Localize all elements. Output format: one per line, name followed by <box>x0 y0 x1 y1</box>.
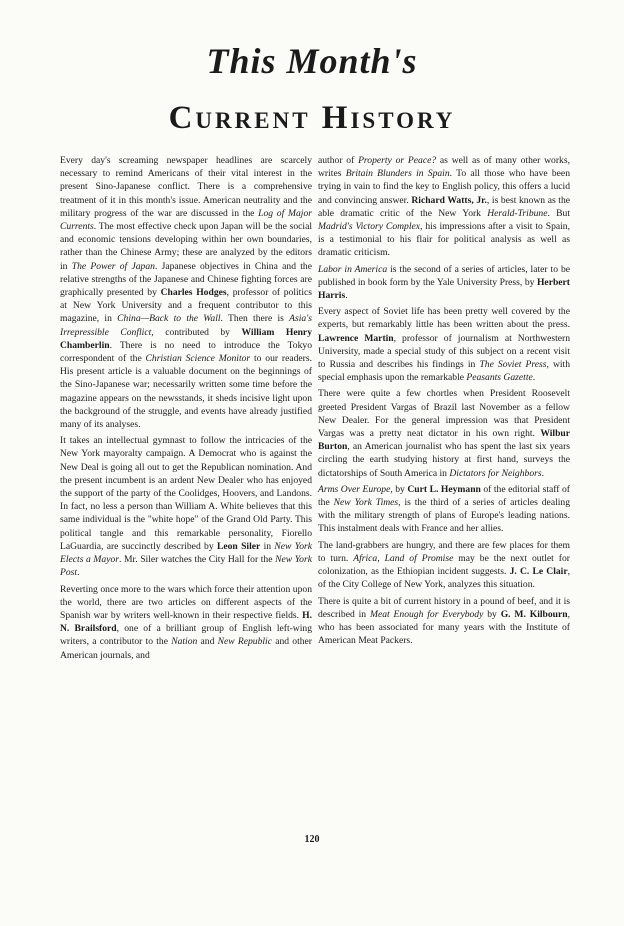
article-title: Property or Peace? <box>358 155 437 166</box>
article-title: New York Elects a Mayor <box>60 540 312 566</box>
text-run: . <box>532 372 536 384</box>
right_column-paragraph <box>318 154 570 260</box>
text-run: , by <box>390 483 408 495</box>
text-run: , who has been associated for many years with the Institute of American Meat Packers. <box>318 608 571 647</box>
author-name: William Henry Chamberlin <box>60 326 312 351</box>
author-name: Wilbur Burton <box>318 428 570 453</box>
article-title: Peasants Gazette <box>466 372 533 384</box>
text-run: as well as of many other works, writes <box>318 155 570 180</box>
right_column-paragraph <box>318 305 570 384</box>
right-column <box>318 154 570 650</box>
article-title: New York Times <box>333 497 399 509</box>
left_column-paragraph <box>60 154 312 431</box>
article-title: Asia's Irrepressible Conflict <box>60 313 312 338</box>
article-title: China—Back to the Wall <box>117 313 221 325</box>
text-run: , contributed by <box>151 326 242 338</box>
text-run: , his impressions after a visit to Spain, is a testimonial to his flair for political analysis as well as dramatic criticism. <box>318 221 570 259</box>
text-run: by <box>483 608 501 620</box>
text-run: . Japanese objectives in China and the relative strengths of the Japanese and Chinese fighting forces are graphically presented by <box>60 260 312 299</box>
text-run: , is the third of a series of articles dealing with the military strength of plans of Europe's leading nations. This instalment deals with France and her allies. <box>318 497 570 535</box>
article-title: New Republic <box>217 636 272 648</box>
text-run: . Then there is <box>220 313 290 325</box>
text-run: . <box>77 567 80 579</box>
text-run: . There is no need to introduce the Tokyo correspondent of the <box>60 339 312 365</box>
text-run: . To all those who have been trying in vain to find the key to English policy, this offers a lucid and convincing answer. <box>318 168 570 206</box>
author-name: J. C. Le Clair <box>509 566 568 578</box>
author-name: Herbert Harris <box>318 276 570 302</box>
article-title: Dictators for Neighbors <box>449 467 542 479</box>
text-run: and <box>197 636 218 648</box>
page-number: 120 <box>304 834 320 845</box>
text-run: Every day's screaming newspaper headlines are scarcely necessary to remind Americans of their vital interest in the present Sino-Japanese conflict. There is a comprehensive treatment of it in this month's issue. American neutrality and the military progress of the war are discussed in the <box>60 155 312 219</box>
author-name: Lawrence Martin <box>318 332 394 344</box>
text-run: and other American journals, and <box>60 636 312 661</box>
text-run: author of <box>318 155 359 166</box>
header-title-line2: Current History <box>168 100 456 136</box>
right_column-paragraph <box>318 483 570 536</box>
left_column-paragraph <box>60 583 312 662</box>
article-title: Nation <box>171 636 198 648</box>
text-run: , professor of journalism at Northwestern University, made a special study of this subject on a recent visit to Russia and describes his findings in <box>318 332 570 371</box>
text-run: . <box>541 467 544 479</box>
text-run: , an American journalist who has spent the last six years circling the earth studying history at first hand, surveys the dictatorships of South America in <box>318 441 570 479</box>
article-title: Herald-Tribune <box>487 207 548 219</box>
text-run: . But <box>547 207 570 219</box>
article-title: Labor in America <box>318 263 388 275</box>
text-run: , of the City College of New York, analyzes this situation. <box>318 566 570 591</box>
text-run: The land-grabbers are hungry, and there are few places for them to turn. <box>318 539 570 564</box>
text-run: in <box>260 540 275 552</box>
text-run: may be the next outlet for colonization, as the Ethiopian incident suggests. <box>318 552 570 578</box>
author-name: Charles Hodges <box>160 287 227 299</box>
article-title: The Soviet Press <box>479 359 547 371</box>
text-run: There is quite a bit of current history in a pound of beef, and it is described in <box>318 595 570 620</box>
header-title-line1: This Month's <box>206 41 418 81</box>
right_column-paragraph <box>318 263 570 303</box>
article-title: Log of Major Currents <box>60 207 312 233</box>
article-title: Britain Blunders in Spain <box>345 168 450 180</box>
author-name: Curt L. Heymann <box>407 483 481 495</box>
article-title: Christian Science Monitor <box>145 353 251 365</box>
text-run: It takes an intellectual gymnast to follow the intricacies of the New York mayoralty campaign. A Democrat who is against the New Deal is going all out to get the Republican nomination. And the present incumbent is an ardent New Dealer who has enjoyed the support of the party of the Coolidges, Hoovers, and Landons. In fact, no less a person than William A. White believes that this same individual is the "white hope" of the Grand Old Party. This political tangle and this remarkable personality, Fiorello LaGuardia, are succinctly described by <box>60 435 312 552</box>
text-run: There were quite a few chortles when President Roosevelt greeted President Vargas of Brazil last November as a fellow New Dealer. For the general impression was that President Vargas was a pretty neat dictator in his own right. <box>318 388 570 440</box>
text-run: Reverting once more to the wars which force their attention upon the world, there are two articles on different aspects of the Spanish war by writers well-known in their respective fields. <box>60 583 312 621</box>
text-run: , is best known as the able dramatic critic of the New York <box>318 194 571 219</box>
text-run: . <box>345 290 348 302</box>
article-title: New York Post <box>60 554 312 579</box>
left-column <box>60 154 312 665</box>
text-run: , with special emphasis upon the remarkable <box>318 359 571 384</box>
left_column-paragraph <box>60 434 312 579</box>
right_column-paragraph <box>318 595 570 648</box>
text-run: , one of a brilliant group of English left-wing writers, a contributor to the <box>60 623 312 648</box>
text-run: is the second of a series of articles, later to be published in book form by the Yale University Press, by <box>318 263 571 288</box>
text-run: of the editorial staff of the <box>318 483 570 509</box>
text-run: . The most effective check upon Japan will be the social and economic tensions developing within her own boundaries, rather than the Chinese Army; these are analyzed by the editors in <box>60 221 312 272</box>
right_column-paragraph <box>318 539 570 592</box>
right_column-paragraph <box>318 387 570 479</box>
author-name: Leon Siler <box>216 540 261 552</box>
article-title: Meat Enough for Everybody <box>369 608 484 620</box>
text-run: , professor of politics at New York University and a frequent contributor to this magazine, in <box>60 287 312 325</box>
author-name: H. N. Brailsford <box>60 609 312 635</box>
text-run: . Mr. Siler watches the City Hall for the <box>119 554 276 566</box>
author-name: Richard Watts, Jr. <box>411 194 487 206</box>
text-run: to our readers. His present article is a valuable document on the beginnings of the Sino-Japanese war; necessarily written some time before the magazine appears on the newsstands, it sheds incisive light upon the background of the struggle, and events have already justified many of its analyses. <box>60 353 312 431</box>
text-run: Every aspect of Soviet life has been pretty well covered by the experts, but remarkably little has been written about the press. <box>318 306 570 331</box>
article-title: Africa, Land of Promise <box>353 552 454 564</box>
article-title: Arms Over Europe <box>318 483 391 495</box>
article-title: The Power of Japan <box>71 260 155 272</box>
author-name: G. M. Kilbourn <box>500 608 568 620</box>
article-title: Madrid's Victory Complex <box>318 221 421 233</box>
